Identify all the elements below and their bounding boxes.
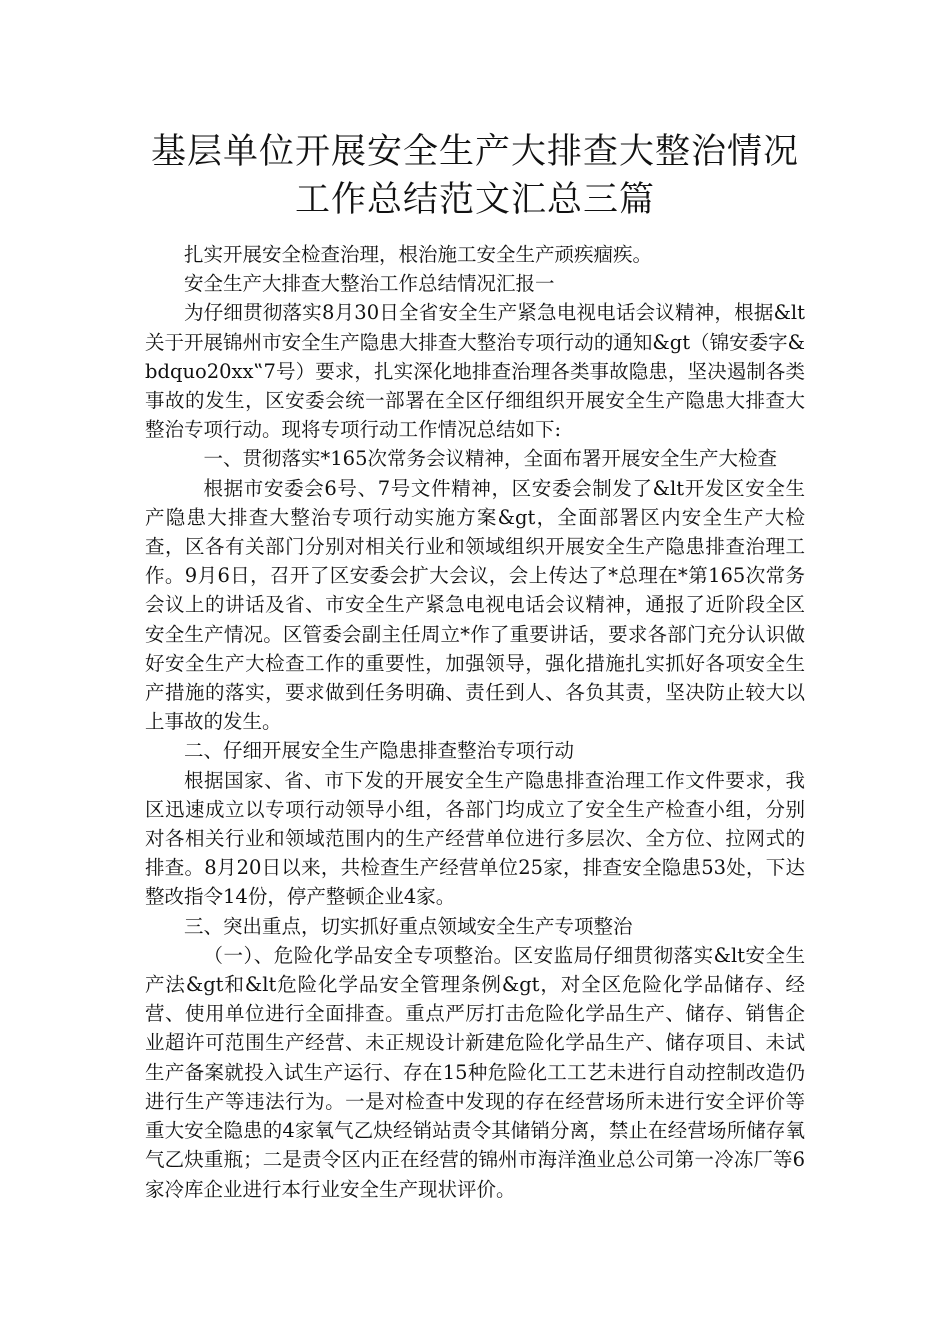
document-title-line-1: 基层单位开展安全生产大排查大整治情况 <box>150 132 799 172</box>
section-heading-2: 二、仔细开展安全生产隐患排查整治专项行动 <box>184 739 575 763</box>
paragraph-intro: 扎实开展安全检查治理，根治施工安全生产顽疾痼疾。 <box>184 243 653 266</box>
paragraph-section-3-1: （一）、危险化学品安全专项整治。区安监局仔细贯彻落实&lt安全生产法&gt和&lt危险化学品安全管理条例&gt，对全区危险化学品储存、经营、使用单位进行全面排查。重点严厉打击危险化学品生产、储存、销售企业超许可范围生产经营、未正规设计新建危险化学品生产、储存项目、未试生产备案就投入试生产运行、存在15种危险化工工艺未进行自动控制改造仍进行生产等违法行为。一是对检查中发现的存在经营场所未进行安全评价等重大安全隐患的4家氧气乙炔经销站责令其储销分离，禁止在经营场所储存氧气乙炔重瓶；二是责令区内正在经营的锦州市海洋渔业总公司第一冷冻厂等6家冷库企业进行本行业安全生产现状评价。 <box>145 943 805 1201</box>
paragraph-section-1: 根据市安委会6号、7号文件精神，区安委会制发了&lt开发区安全生产隐患大排查大整治专项行动实施方案&gt，全面部署区内安全生产大检查，区各有关部门分别对相关行业和领域组织开展安全生产隐患排查治理工作。9月6日，召开了区安委会扩大会议，会上传达了*总理在*第165次常务会议上的讲话及省、市安全生产紧急电视电话会议精神，通报了近阶段全区安全生产情况。区管委会副主任周立*作了重要讲话，要求各部门充分认识做好安全生产大检查工作的重要性，加强领导，强化措施扎实抓好各项安全生产措施的落实，要求做到任务明确、责任到人、各负其责，坚决防止较大以上事故的发生。 <box>145 476 805 734</box>
paragraph-section-2: 根据国家、省、市下发的开展安全生产隐患排查治理工作文件要求，我区迅速成立以专项行动领导小组，各部门均成立了安全生产检查小组，分别对各相关行业和领域范围内的生产经营单位进行多层次、全方位、拉网式的排查。8月20日以来，共检查生产经营单位25家，排查安全隐患53处，下达整改指令14份，停产整顿企业4家。 <box>145 768 805 909</box>
section-heading-1: 一、贯彻落实*165次常务会议精神，全面布署开展安全生产大检查 <box>203 447 777 471</box>
document-title-line-2: 工作总结范文汇总三篇 <box>294 180 655 220</box>
section-heading-3: 三、突出重点，切实抓好重点领域安全生产专项整治 <box>184 914 633 938</box>
paragraph-opening: 为仔细贯彻落实8月30日全省安全生产紧急电视电话会议精神，根据&lt关于开展锦州市安全生产隐患大排查大整治专项行动的通知&gt（锦安委字&bdquo20xx‟7号）要求，扎实深化地排查治理各类事故隐患，坚决遏制各类事故的发生，区安委会统一部署在全区仔细组织开展安全生产隐患大排查大整治专项行动。现将专项行动工作情况总结如下: <box>145 301 805 442</box>
document-body <box>145 240 805 1204</box>
paragraph-report-heading: 安全生产大排查大整治工作总结情况汇报一 <box>184 272 555 296</box>
